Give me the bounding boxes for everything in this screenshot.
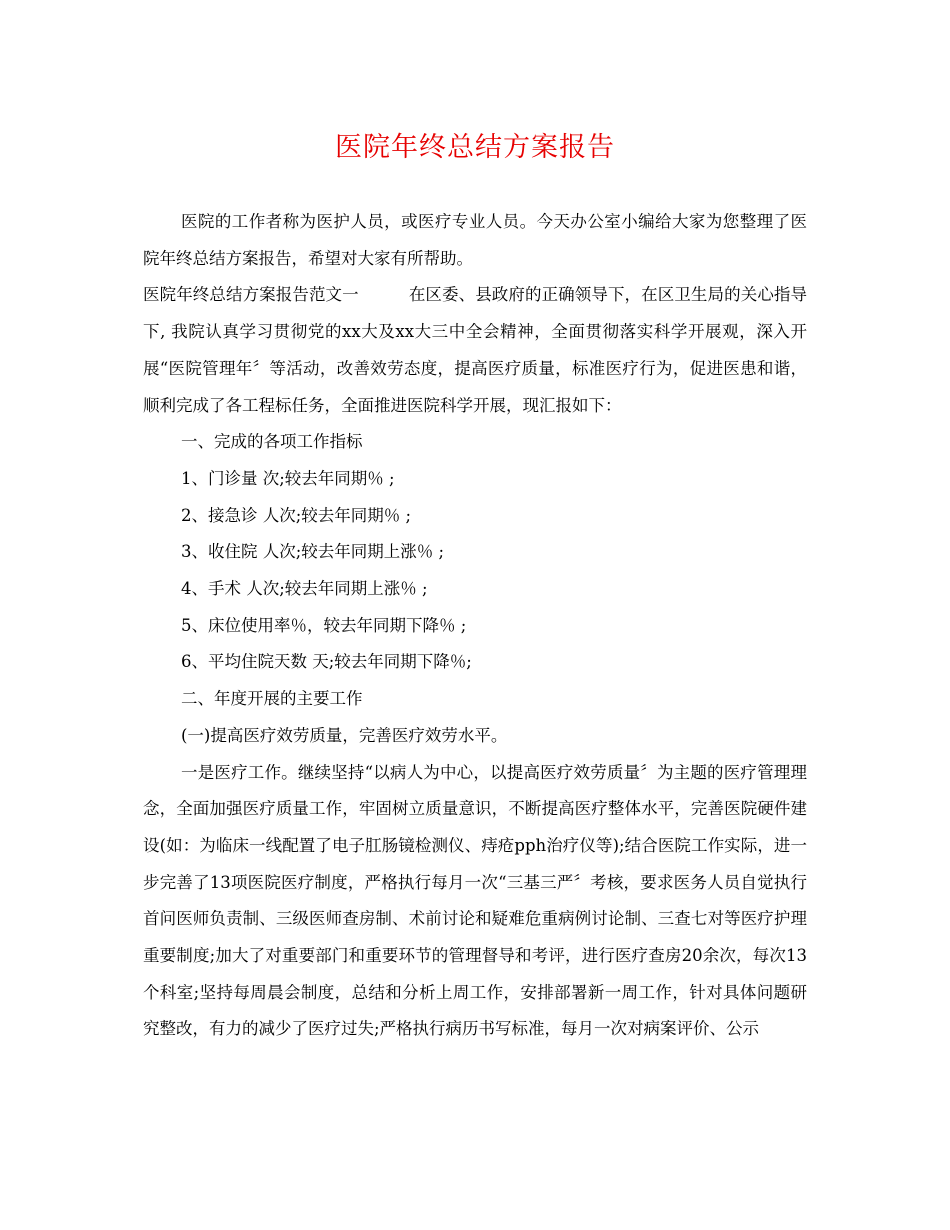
indicator-item: 2、接急诊 人次;较去年同期％ ;	[181, 505, 412, 525]
heading-main-work: 二、年度开展的主要工作	[181, 689, 363, 709]
indicator-item: 5、床位使用率％，较去年同期下降％ ;	[181, 615, 467, 635]
indicator-item: 1、门诊量 次;较去年同期％ ;	[181, 468, 395, 488]
document-title: 医院年终总结方案报告	[335, 132, 615, 163]
intro-paragraph: 医院的工作者称为医护人员，或医疗专业人员。今天办公室小编给大家为您整理了医院年终总结方案报告，希望对大家有所帮助。	[143, 212, 807, 268]
indicator-item: 6、平均住院天数 天;较去年同期下降％;	[181, 652, 472, 672]
subheading-medical-quality: (一)提高医疗效劳质量，完善医疗效劳水平。	[181, 725, 508, 745]
opening-paragraph	[143, 277, 807, 424]
indicator-item: 4、手术 人次;较去年同期上涨％ ;	[181, 579, 428, 599]
indicator-item: 3、收住院 人次;较去年同期上涨％ ;	[181, 542, 445, 562]
heading-indicators: 一、完成的各项工作指标	[181, 432, 363, 452]
document-body	[143, 204, 807, 1048]
opening-text: 在区委、县政府的正确领导下，在区卫生局的关心指导下, 我院认真学习贯彻党的xx大及xx大三中全会精神，全面贯彻落实科学开展观，深入开展“医院管理年〞等活动，改善效劳态度，提高医疗质量，标准医疗行为，促进医患和谐，顺利完成了各工程标任务，全面推进医院科学开展，现汇报如下：	[143, 285, 808, 415]
medical-work-paragraph: 一是医疗工作。继续坚持“以病人为中心，以提高医疗效劳质量〞为主题的医疗管理理念，全面加强医疗质量工作，牢固树立质量意识，不断提高医疗整体水平，完善医院硬件建设(如：为临床一线配置了电子肛肠镜检测仪、痔疮pph治疗仪等);结合医院工作实际，进一步完善了13项医院医疗制度，严格执行每月一次“三基三严〞考核，要求医务人员自觉执行首问医师负责制、三级医师查房制、术前讨论和疑难危重病例讨论制、三查七对等医疗护理重要制度;加大了对重要部门和重要环节的管理督导和考评，进行医疗查房20余次，每次13个科室;坚持每周晨会制度，总结和分析上周工作，安排部署新一周工作，针对具体问题研究整改，有力的减少了医疗过失;严格执行病历书写标准，每月一次对病案评价、公示	[143, 762, 807, 1039]
section-label: 医院年终总结方案报告范文一	[143, 285, 359, 305]
